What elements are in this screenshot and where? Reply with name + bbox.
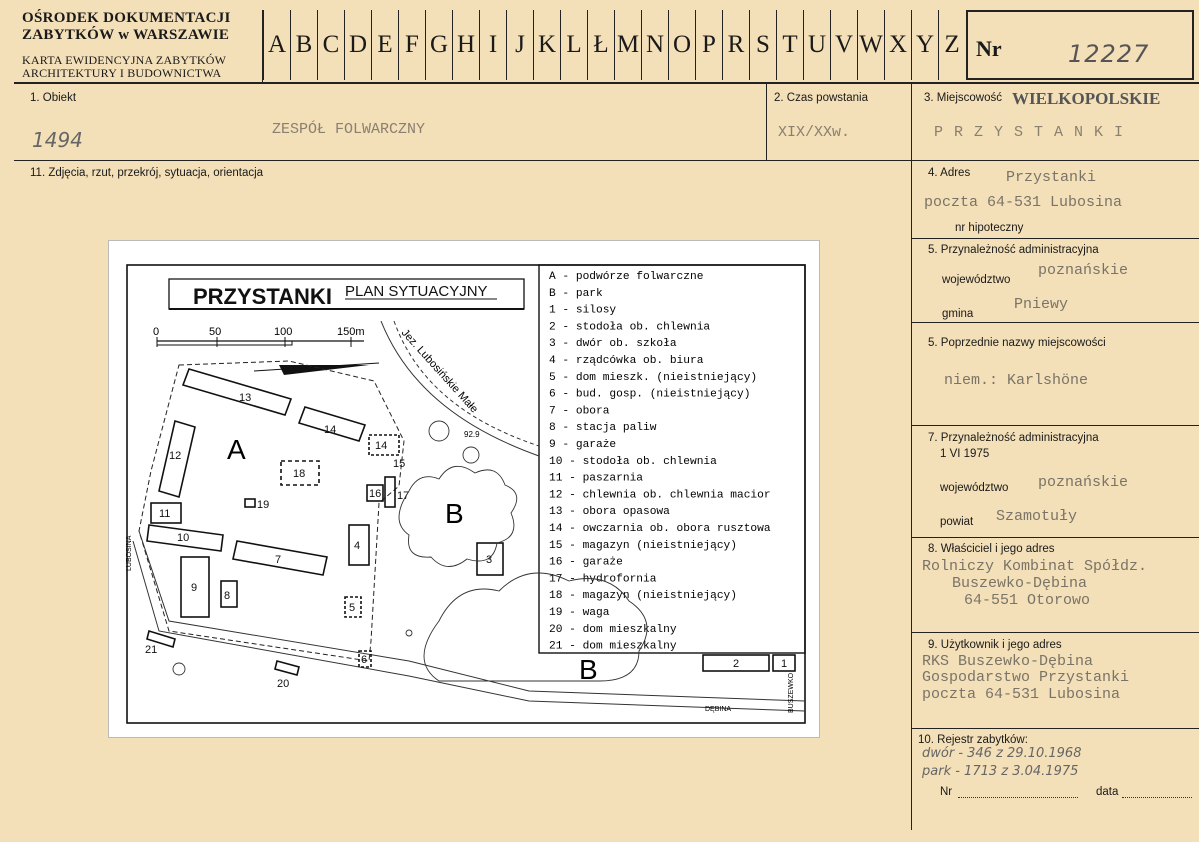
- index-letter: X: [884, 10, 911, 80]
- uzytkownik-line3: poczta 64-531 Lubosina: [922, 686, 1121, 703]
- area-a-label: A: [227, 434, 246, 465]
- building-label-15: 15: [393, 458, 406, 470]
- poprzednie-nazwy-label: 5. Poprzednie nazwy miejscowości: [928, 337, 1106, 349]
- rejestr-line1: dwór - 346 z 29.10.1968: [922, 746, 1082, 761]
- wojewodztwo-stamp: WIELKOPOLSKIE: [1012, 89, 1161, 108]
- index-letter: G: [425, 10, 452, 80]
- obiekt-label: 1. Obiekt: [30, 92, 77, 104]
- building-label-7: 7: [275, 554, 282, 566]
- road-label-lubosina: LUBOSINA: [126, 535, 133, 571]
- building-label-5: 5: [349, 602, 356, 614]
- road-label-debina: DĘBINA: [705, 706, 732, 713]
- index-letter: R: [722, 10, 749, 80]
- gmina-value: Pniewy: [1014, 296, 1069, 313]
- index-letter: A: [263, 10, 290, 80]
- index-letter: S: [749, 10, 776, 80]
- rule-5: [911, 322, 1199, 323]
- czas-label: 2. Czas powstania: [774, 92, 868, 104]
- powiat-label: powiat: [940, 516, 974, 528]
- rejestr-nr-dotline: [958, 797, 1078, 798]
- building-label-20: 20: [277, 678, 290, 690]
- gmina-label: gmina: [942, 308, 974, 320]
- legend-item: B - park: [549, 287, 603, 300]
- legend-item: 12 - chlewnia ob. chlewnia macior: [549, 489, 771, 502]
- legend-item: 5 - dom mieszk. (nieistniejący): [549, 371, 758, 384]
- legend-item: 1 - silosy: [549, 304, 617, 317]
- legend-item: 3 - dwór ob. szkoła: [549, 338, 677, 351]
- uzytkownik-label: 9. Użytkownik i jego adres: [928, 639, 1062, 651]
- wojewodztwo-label: województwo: [942, 274, 1011, 286]
- plan-subtitle: PLAN SYTUACYJNY: [345, 283, 488, 300]
- poprzednie-nazwy-value: niem.: Karlshöne: [944, 372, 1089, 389]
- wojewodztwo2-value: poznańskie: [1038, 474, 1129, 491]
- building-label-11: 11: [159, 508, 171, 520]
- building-label-9: 9: [191, 582, 198, 594]
- miejscowosc-label: 3. Miejscowość: [924, 92, 1002, 104]
- legend-item: 13 - obora opasowa: [549, 506, 670, 519]
- rule-8: [911, 632, 1199, 633]
- legend-item: 15 - magazyn (nieistniejący): [549, 539, 737, 552]
- col-rule-czas: [766, 84, 767, 160]
- building-label-2: 2: [733, 658, 740, 670]
- building-label-6: 6: [361, 654, 368, 666]
- legend-item: 10 - stodoła ob. chlewnia: [549, 455, 717, 468]
- obiekt-value: ZESPÓŁ FOLWARCZNY: [272, 121, 426, 138]
- miejscowosc-value: P R Z Y S T A N K I: [934, 124, 1125, 141]
- index-letter: C: [317, 10, 344, 80]
- index-letter: J: [506, 10, 533, 80]
- wlasciciel-line1: Rolniczy Kombinat Spółdz.: [922, 558, 1148, 575]
- card-number-label: Nr: [976, 36, 1002, 61]
- scale-tick-150: 150m: [337, 326, 365, 338]
- legend-item: A - podwórze folwarczne: [549, 271, 704, 283]
- building-label-13: 13: [239, 392, 252, 404]
- index-letter: U: [803, 10, 830, 80]
- card-type: KARTA EWIDENCYJNA ZABYTKÓW ARCHITEKTURY I BUDOWNICTWA: [22, 53, 227, 80]
- przynaleznosc2-label: 7. Przynależność administracyjna: [928, 432, 1099, 444]
- plan-legend: [549, 271, 771, 653]
- legend-item: 16 - garaże: [549, 556, 623, 569]
- road-label-buszewko: BUSZEWKO: [788, 672, 795, 713]
- site-plan-photo: [108, 240, 820, 738]
- rejestr-nr-label: Nr: [940, 786, 953, 798]
- building-label-21: 21: [145, 644, 158, 656]
- building-label-16: 17: [397, 490, 410, 502]
- uzytkownik-line2: Gospodarstwo Przystanki: [922, 669, 1130, 686]
- wojewodztwo-value: poznańskie: [1038, 262, 1129, 279]
- building-label-4: 4: [354, 540, 361, 552]
- uzytkownik-line1: RKS Buszewko-Dębina: [922, 653, 1094, 670]
- index-letter: P: [695, 10, 722, 80]
- adres-line2: poczta 64-531 Lubosina: [924, 194, 1123, 211]
- index-letter: O: [668, 10, 695, 80]
- legend-item: 21 - dom mieszkalny: [549, 640, 677, 653]
- building-label-8: 8: [224, 590, 231, 602]
- building-label-14b: 14: [375, 440, 388, 452]
- plan-title: PRZYSTANKI: [193, 284, 332, 309]
- header-divider: [262, 10, 263, 82]
- row-rule: [14, 160, 1199, 161]
- legend-item: 11 - paszarnia: [549, 472, 643, 485]
- legend-item: 8 - stacja paliw: [549, 422, 657, 435]
- rejestr-label: 10. Rejestr zabytków:: [918, 734, 1028, 746]
- scale-tick-50: 50: [209, 326, 222, 338]
- index-letter: F: [398, 10, 425, 80]
- legend-item: 17 - hydrofornia: [549, 573, 657, 586]
- scale-tick-0: 0: [153, 326, 160, 338]
- przynaleznosc2-date: 1 VI 1975: [940, 448, 990, 460]
- index-letter: Z: [938, 10, 965, 80]
- nr-hipoteczny-label: nr hipoteczny: [955, 222, 1024, 234]
- index-letter: W: [857, 10, 884, 80]
- adres-line1: Przystanki: [1006, 169, 1097, 186]
- wlasciciel-line3: 64-551 Otorowo: [964, 592, 1091, 609]
- area-b2-label: B: [579, 654, 598, 685]
- building-label-17: 16: [369, 488, 382, 500]
- zdjecia-label: 11. Zdjęcia, rzut, przekrój, sytuacja, orientacja: [30, 167, 264, 179]
- powiat-value: Szamotuły: [996, 508, 1078, 525]
- building-label-10: 10: [177, 532, 190, 544]
- index-letter: E: [371, 10, 398, 80]
- legend-item: 4 - rządcówka ob. biura: [549, 355, 704, 367]
- building-13: [183, 369, 291, 415]
- index-letter: H: [452, 10, 479, 80]
- index-letter: M: [614, 10, 641, 80]
- area-b-label: B: [445, 498, 464, 529]
- obiekt-handnote: 1494: [32, 128, 83, 152]
- legend-item: 6 - bud. gosp. (nieistniejący): [549, 388, 751, 401]
- building-20: [275, 661, 299, 675]
- legend-item: 14 - owczarnia ob. obora rusztowa: [549, 523, 771, 535]
- rule-4: [911, 238, 1199, 239]
- index-letter: N: [641, 10, 668, 80]
- rule-7: [911, 537, 1199, 538]
- building-label-14: 14: [324, 424, 337, 436]
- site-plan-drawing: [109, 241, 821, 739]
- legend-item: 9 - garaże: [549, 439, 617, 451]
- institution-name: OŚRODEK DOKUMENTACJI ZABYTKÓW w WARSZAWIE: [22, 10, 231, 43]
- index-letter: Y: [911, 10, 938, 80]
- scale-tick-100: 100: [274, 326, 293, 338]
- index-letter: Ł: [587, 10, 614, 80]
- index-letter: L: [560, 10, 587, 80]
- index-letter: T: [776, 10, 803, 80]
- legend-item: 19 - waga: [549, 607, 610, 619]
- rejestr-data-label: data: [1096, 786, 1119, 798]
- adres-label: 4. Adres: [928, 167, 971, 179]
- index-letter: K: [533, 10, 560, 80]
- wlasciciel-label: 8. Właściciel i jego adres: [928, 543, 1055, 555]
- building-label-19: 19: [257, 499, 270, 511]
- legend-item: 2 - stodoła ob. chlewnia: [549, 321, 711, 334]
- index-letters-row: [263, 10, 965, 80]
- index-letter: D: [344, 10, 371, 80]
- building-label-12: 12: [169, 450, 182, 462]
- czas-value: XIX/XXw.: [778, 124, 851, 141]
- rejestr-data-dotline: [1122, 797, 1192, 798]
- index-letter: B: [290, 10, 317, 80]
- przynaleznosc-label: 5. Przynależność administracyjna: [928, 244, 1099, 256]
- index-letter: I: [479, 10, 506, 80]
- wojewodztwo2-label: województwo: [940, 482, 1009, 494]
- rule-9: [911, 728, 1199, 729]
- legend-item: 7 - obora: [549, 405, 610, 418]
- index-letter: V: [830, 10, 857, 80]
- elevation-label: 92.9: [464, 430, 480, 439]
- card-number-value: 12227: [1068, 40, 1150, 68]
- building-label-3: 3: [486, 554, 493, 566]
- col-rule-right: [911, 84, 912, 830]
- building-label-18: 18: [293, 468, 306, 480]
- legend-item: 18 - magazyn (nieistniejący): [549, 590, 737, 603]
- building-16: [385, 477, 395, 507]
- legend-item: 20 - dom mieszkalny: [549, 623, 677, 636]
- building-19: [245, 499, 255, 507]
- rule-6: [911, 425, 1199, 426]
- header-rule: [14, 82, 1199, 84]
- lake-label: Jez. Lubosińskie Małe: [398, 326, 481, 416]
- building-label-1: 1: [781, 658, 788, 670]
- wlasciciel-line2: Buszewko-Dębina: [952, 575, 1088, 592]
- rejestr-line2: park - 1713 z 3.04.1975: [922, 764, 1079, 779]
